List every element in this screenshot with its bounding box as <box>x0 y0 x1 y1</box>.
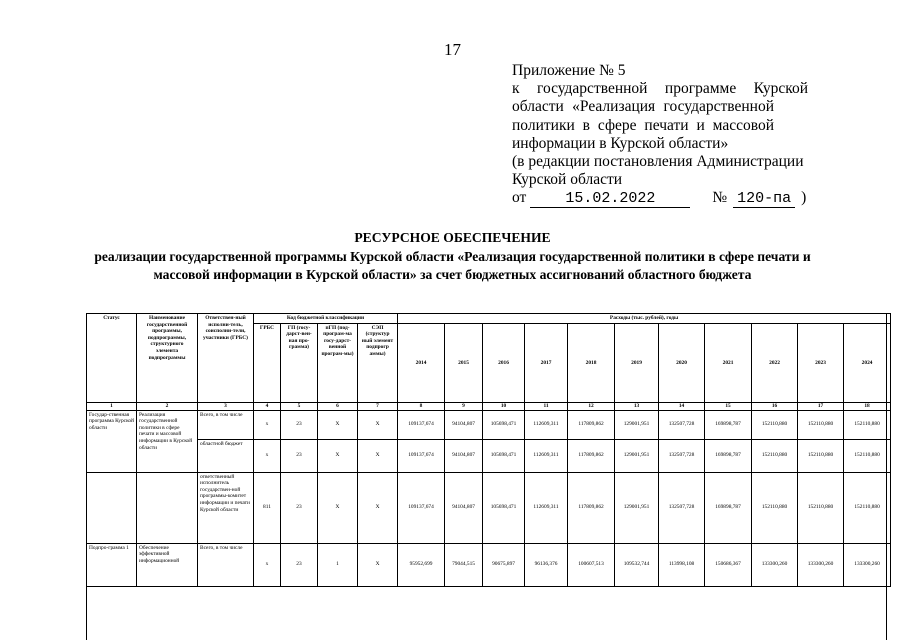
value-cell: 152110,880 <box>752 439 798 472</box>
gp-cell: 23 <box>281 543 318 586</box>
appendix-line: Курской области <box>512 171 623 189</box>
value-cell: 109532,744 <box>615 543 659 586</box>
value-cell: 169898,787 <box>705 439 752 472</box>
from-label: от <box>512 189 527 207</box>
value-cell: 169898,787 <box>705 472 752 543</box>
header-status: Статус <box>87 314 137 403</box>
appendix-line: Приложение № 5 <box>512 62 626 79</box>
document-subtitle <box>0 248 905 284</box>
subtitle-line: реализации государственной программы Курской области «Реализация государственной политики в сфере печати и <box>94 249 811 264</box>
value-cell: 117809,862 <box>568 439 615 472</box>
column-index: 2 <box>137 403 198 411</box>
value-cell: 96136,376 <box>525 543 568 586</box>
column-index-row <box>87 403 891 411</box>
header-year: 2019 <box>615 323 659 402</box>
close-paren: ) <box>801 189 807 207</box>
table-row <box>87 543 891 586</box>
value-cell: 150686,367 <box>705 543 752 586</box>
participant-cell: областной бюджет <box>198 439 254 472</box>
number-label: № <box>712 189 728 207</box>
sep-cell: Х <box>358 472 398 543</box>
column-index: 11 <box>525 403 568 411</box>
gp-cell: 23 <box>281 439 318 472</box>
header-responsible: Ответствен-ный исполни-тель, соисполни-тели, участники (ГРБС) <box>198 314 254 403</box>
gp-cell: 23 <box>281 410 318 439</box>
value-cell: 152110,880 <box>798 439 844 472</box>
header-year: 2017 <box>525 323 568 402</box>
status-cell: Подпро-грамма 1 <box>87 543 137 586</box>
header-year: 2016 <box>483 323 525 402</box>
value-cell: 129001,951 <box>615 472 659 543</box>
header-year: 2021 <box>705 323 752 402</box>
program-name-cell: Реализация государственной политики в сфере печати и массовой информации в Курской области <box>137 410 198 472</box>
appendix-line: области «Реализация государственной <box>512 98 774 116</box>
value-cell: 109137,674 <box>398 439 445 472</box>
sep-cell: Х <box>358 439 398 472</box>
header-year: 2024 <box>844 323 891 402</box>
value-cell: 112609,311 <box>525 410 568 439</box>
header-name: Наименование государственной программы, подпрограммы, структурного элемента подпрограммы <box>137 314 198 403</box>
value-cell: 113998,108 <box>659 543 705 586</box>
participant-cell: Всего, в том числе <box>198 543 254 586</box>
value-cell: 117809,862 <box>568 472 615 543</box>
decree-number: 120-па <box>733 191 795 208</box>
value-cell: 152110,880 <box>798 410 844 439</box>
value-cell: 105698,471 <box>483 472 525 543</box>
value-cell: 132507,728 <box>659 410 705 439</box>
header-year: 2015 <box>445 323 483 402</box>
status-cell <box>87 472 137 543</box>
pgp-cell: Х <box>318 410 358 439</box>
value-cell: 90675,897 <box>483 543 525 586</box>
value-cell: 133300,260 <box>844 543 891 586</box>
column-index: 10 <box>483 403 525 411</box>
column-index: 3 <box>198 403 254 411</box>
value-cell: 94104,807 <box>445 472 483 543</box>
grbs-cell: х <box>254 439 281 472</box>
column-index: 18 <box>844 403 891 411</box>
participant-cell: ответственный исполнитель государствен-ной программы-комитет информации и печати Курской области <box>198 472 254 543</box>
grbs-cell: 811 <box>254 472 281 543</box>
pgp-cell: 1 <box>318 543 358 586</box>
appendix-line: информации в Курской области» <box>512 134 729 152</box>
header-year: 2022 <box>752 323 798 402</box>
value-cell: 133300,260 <box>752 543 798 586</box>
decree-reference <box>512 189 808 207</box>
status-cell: Государ-ственная программа Курской области <box>87 410 137 472</box>
header-year: 2020 <box>659 323 705 402</box>
value-cell: 152110,880 <box>844 439 891 472</box>
appendix-line: (в редакции постановления Администрации <box>512 153 804 171</box>
column-index: 7 <box>358 403 398 411</box>
column-index: 1 <box>87 403 137 411</box>
subtitle-line: массовой информации в Курской области» за счет бюджетных ассигнований областного бюджета <box>153 267 752 282</box>
value-cell: 105698,471 <box>483 439 525 472</box>
participant-cell: Всего, в том числе <box>198 410 254 439</box>
value-cell: 112609,311 <box>525 439 568 472</box>
grbs-cell: х <box>254 410 281 439</box>
value-cell: 152110,880 <box>752 410 798 439</box>
column-index: 12 <box>568 403 615 411</box>
value-cell: 94104,807 <box>445 439 483 472</box>
header-year: 2018 <box>568 323 615 402</box>
pgp-cell: Х <box>318 439 358 472</box>
column-index: 5 <box>281 403 318 411</box>
sep-cell: Х <box>358 410 398 439</box>
program-name-cell: Обеспечение эффективной информационной <box>137 543 198 586</box>
header-grbs: ГРБС <box>254 323 281 402</box>
header-expenses: Расходы (тыс. рублей), годы <box>398 314 891 324</box>
header-year: 2023 <box>798 323 844 402</box>
sep-cell: Х <box>358 543 398 586</box>
column-index: 15 <box>705 403 752 411</box>
value-cell: 152110,880 <box>844 472 891 543</box>
value-cell: 152110,880 <box>752 472 798 543</box>
value-cell: 129001,951 <box>615 410 659 439</box>
column-index: 17 <box>798 403 844 411</box>
gp-cell: 23 <box>281 472 318 543</box>
table-row <box>87 439 891 472</box>
appendix-line: политики в сфере печати и массовой <box>512 116 774 134</box>
value-cell: 152110,880 <box>798 472 844 543</box>
page-number: 17 <box>444 40 461 59</box>
value-cell: 109137,674 <box>398 472 445 543</box>
program-name-cell <box>137 472 198 543</box>
column-index: 4 <box>254 403 281 411</box>
value-cell: 169898,787 <box>705 410 752 439</box>
column-index: 6 <box>318 403 358 411</box>
value-cell: 94104,807 <box>445 410 483 439</box>
value-cell: 112609,311 <box>525 472 568 543</box>
appendix-header <box>512 62 808 208</box>
document-title: РЕСУРСНОЕ ОБЕСПЕЧЕНИЕ <box>354 230 551 245</box>
value-cell: 109137,674 <box>398 410 445 439</box>
value-cell: 133300,260 <box>798 543 844 586</box>
value-cell: 79044,515 <box>445 543 483 586</box>
header-sep: СЭП (структур ный элемент подпрогр аммы) <box>358 323 398 402</box>
table-row <box>87 472 891 543</box>
resource-table <box>86 313 891 587</box>
value-cell: 117809,862 <box>568 410 615 439</box>
header-pgp: пГП (под-програм-ма госу-дарст-венной програм-мы) <box>318 323 358 402</box>
value-cell: 129001,951 <box>615 439 659 472</box>
value-cell: 132507,728 <box>659 439 705 472</box>
appendix-line: к государственной программе Курской <box>512 80 808 98</box>
pgp-cell: Х <box>318 472 358 543</box>
value-cell: 132507,728 <box>659 472 705 543</box>
grbs-cell: х <box>254 543 281 586</box>
value-cell: 152110,880 <box>844 410 891 439</box>
header-year: 2014 <box>398 323 445 402</box>
value-cell: 105698,471 <box>483 410 525 439</box>
column-index: 16 <box>752 403 798 411</box>
column-index: 13 <box>615 403 659 411</box>
column-index: 8 <box>398 403 445 411</box>
table-row <box>87 410 891 439</box>
value-cell: 95952,699 <box>398 543 445 586</box>
decree-date: 15.02.2022 <box>530 191 690 208</box>
header-budget-code: Код бюджетной классификации <box>254 314 398 324</box>
column-index: 14 <box>659 403 705 411</box>
header-gp: ГП (госу-дарст-вен-ная про-грамма) <box>281 323 318 402</box>
value-cell: 100607,513 <box>568 543 615 586</box>
column-index: 9 <box>445 403 483 411</box>
